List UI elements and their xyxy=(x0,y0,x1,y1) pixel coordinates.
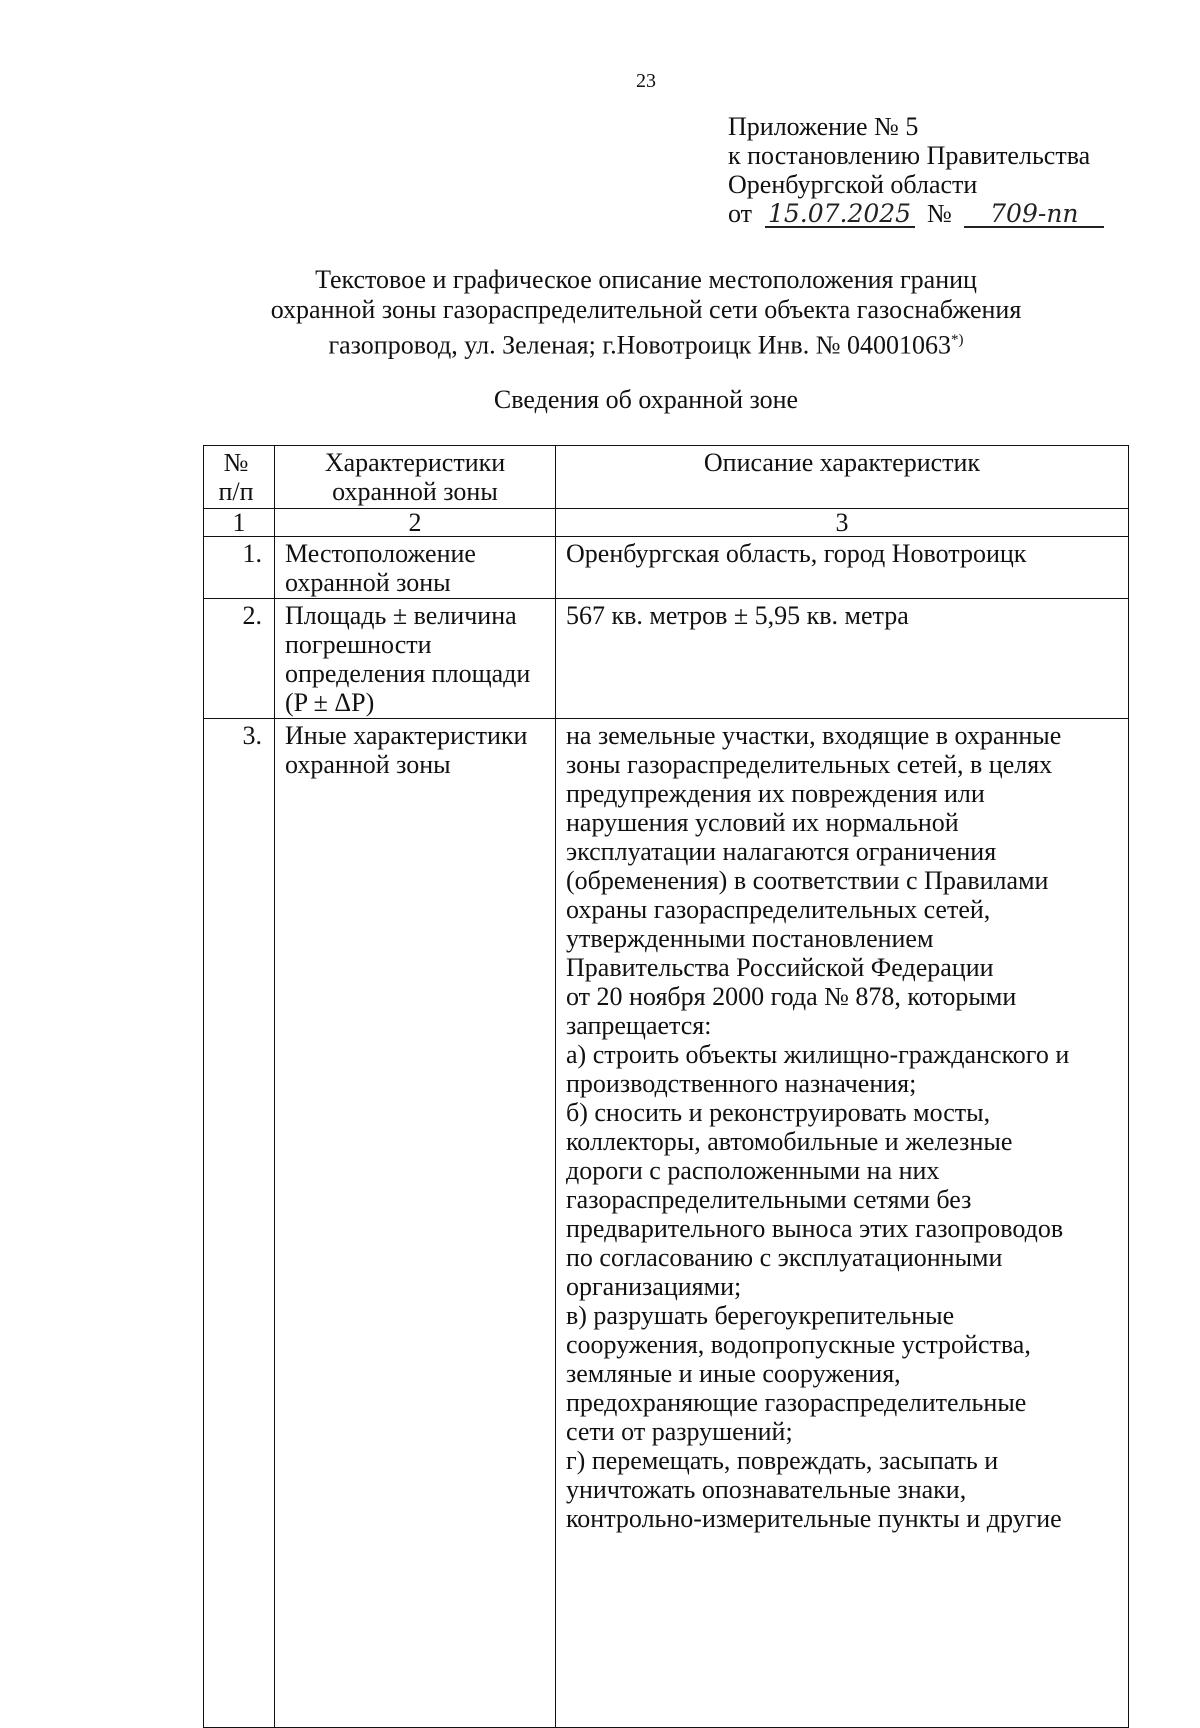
appendix-resolution: к постановлению Правительства xyxy=(728,141,1091,170)
row-description: Оренбургская область, город Новотроицк xyxy=(556,537,1129,599)
description-line: г) перемещать, повреждать, засыпать и xyxy=(566,1446,999,1475)
title-line-3-text: газопровод, ул. Зеленая; г.Новотроицк Инв. № 04001063 xyxy=(328,330,952,360)
handwritten-number: 709-пп xyxy=(964,199,1104,228)
header-number: № п/п xyxy=(204,446,275,509)
table-row xyxy=(204,599,1129,719)
description-line: контрольно-измерительные пункты и другие xyxy=(566,1504,1062,1533)
description-line: земляные и иные сооружения, xyxy=(566,1359,901,1388)
description-line: газораспределительными сетями без xyxy=(566,1185,972,1214)
description-line: на земельные участки, входящие в охранные xyxy=(566,721,1062,750)
description-line: Правительства Российской Федерации xyxy=(566,953,994,982)
index-cell: 2 xyxy=(275,509,556,537)
appendix-title: Приложение № 5 xyxy=(728,112,919,141)
row-characteristic: Площадь ± величина погрешности определения площади (P ± ΔP) xyxy=(275,599,556,719)
handwritten-date: 15.07.2025 xyxy=(765,199,915,228)
description-line: предварительного выноса этих газопроводов xyxy=(566,1214,1064,1243)
description-line: от 20 ноября 2000 года № 878, которыми xyxy=(566,982,1017,1011)
description-line: б) сносить и реконструировать мосты, xyxy=(566,1098,991,1127)
index-cell: 3 xyxy=(556,509,1129,537)
table-index-row xyxy=(204,509,1129,537)
title-line-1: Текстовое и графическое описание местоположения границ xyxy=(315,265,977,294)
appendix-region: Оренбургской области xyxy=(728,170,978,199)
row-description xyxy=(556,719,1129,1728)
table-row xyxy=(204,537,1129,599)
row-number: 3. xyxy=(204,719,275,1728)
description-line: утвержденными постановлением xyxy=(566,924,934,953)
page-number: 23 xyxy=(636,70,656,92)
protection-zone-table xyxy=(203,445,1129,1728)
row-characteristic: Иные характеристики охранной зоны xyxy=(275,719,556,1728)
document-title xyxy=(0,265,1200,361)
description-line: предупреждения их повреждения или xyxy=(566,779,985,808)
description-line: коллекторы, автомобильные и железные xyxy=(566,1127,1013,1156)
description-line: нарушения условий их нормальной xyxy=(566,808,959,837)
description-line: дороги с расположенными на них xyxy=(566,1156,940,1185)
description-line: сети от разрушений; xyxy=(566,1417,793,1446)
description-line: охраны газораспределительных сетей, xyxy=(566,895,991,924)
appendix-date-line xyxy=(728,199,1104,228)
description-line: сооружения, водопропускные устройства, xyxy=(566,1330,1031,1359)
description-line: уничтожать опознавательные знаки, xyxy=(566,1475,967,1504)
description-line: запрещается: xyxy=(566,1011,712,1040)
description-line: предохраняющие газораспределительные xyxy=(566,1388,1027,1417)
description-line: эксплуатации налагаются ограничения xyxy=(566,837,997,866)
title-line-2: охранной зоны газораспределительной сети объекта газоснабжения xyxy=(270,295,1022,324)
index-cell: 1 xyxy=(204,509,275,537)
description-line: в) разрушать берегоукрепительные xyxy=(566,1301,955,1330)
description-line: по согласованию с эксплуатационными xyxy=(566,1243,1003,1272)
header-description: Описание характеристик xyxy=(556,446,1129,509)
table-header-row xyxy=(204,446,1129,509)
number-prefix: № xyxy=(927,199,952,228)
section-title: Сведения об охранной зоне xyxy=(493,385,799,414)
description-line: (обременения) в соответствии с Правилами xyxy=(566,866,1049,895)
row-number: 2. xyxy=(204,599,275,719)
appendix-header xyxy=(728,112,1104,228)
date-prefix: от xyxy=(728,199,753,228)
description-line: производственного назначения; xyxy=(566,1069,917,1098)
row-number: 1. xyxy=(204,537,275,599)
description-line: организациями; xyxy=(566,1272,742,1301)
footnote-mark: *) xyxy=(951,332,964,348)
row-description: 567 кв. метров ± 5,95 кв. метра xyxy=(556,599,1129,719)
table-row xyxy=(204,719,1129,1728)
header-characteristics: Характеристики охранной зоны xyxy=(275,446,556,509)
title-line-3 xyxy=(0,325,1200,361)
row-characteristic: Местоположение охранной зоны xyxy=(275,537,556,599)
description-line: а) строить объекты жилищно-гражданского и xyxy=(566,1040,1070,1069)
description-line: зоны газораспределительных сетей, в целях xyxy=(566,750,1053,779)
